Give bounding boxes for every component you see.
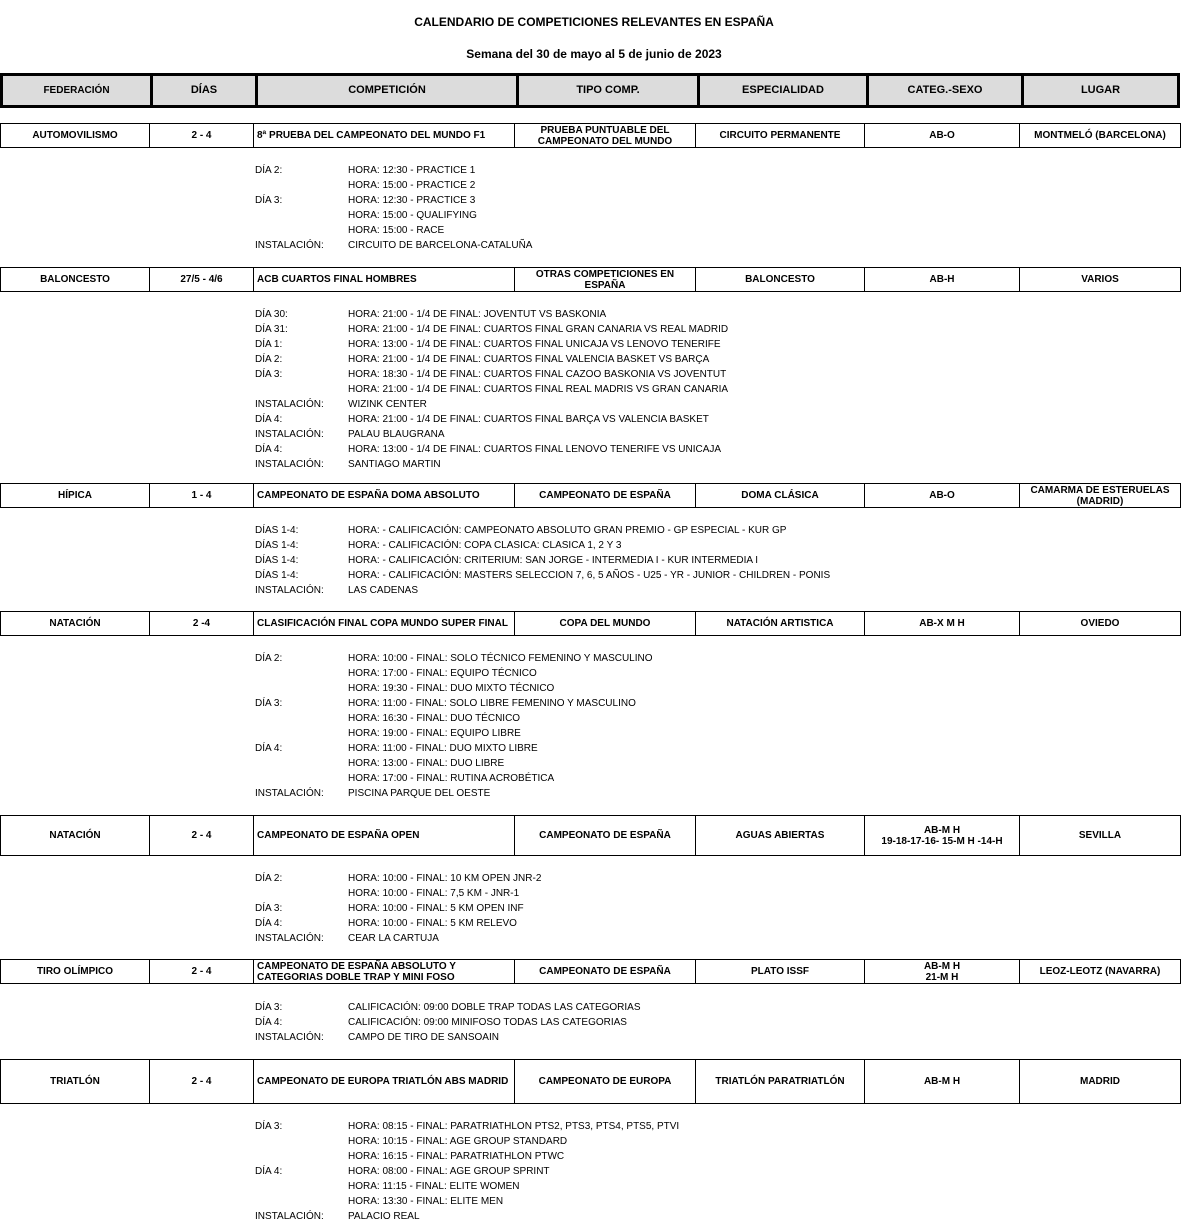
detail-label: DÍAS 1-4:	[255, 525, 299, 536]
detail-value: HORA: 18:30 - 1/4 DE FINAL: CUARTOS FINAL CAZOO BASKONIA VS JOVENTUT	[348, 369, 727, 380]
detail-value: HORA: 17:00 - FINAL: EQUIPO TÉCNICO	[348, 668, 537, 679]
detail-value: LAS CADENAS	[348, 585, 419, 596]
detail-label: DÍA 2:	[255, 873, 283, 884]
detail-value: PISCINA PARQUE DEL OESTE	[348, 788, 491, 799]
detail-value: HORA: 08:00 - FINAL: AGE GROUP SPRINT	[348, 1166, 550, 1177]
cell-categ: AB-H	[864, 268, 1019, 291]
cell-lugar: OVIEDO	[1019, 612, 1180, 635]
detail-label: INSTALACIÓN:	[255, 1032, 324, 1043]
cell-especialidad: TRIATLÓN PARATRIATLÓN	[695, 1060, 864, 1103]
cell-lugar: MADRID	[1019, 1060, 1180, 1103]
cell-tipo: COPA DEL MUNDO	[514, 612, 695, 635]
detail-value: HORA: 21:00 - 1/4 DE FINAL: CUARTOS FINAL REAL MADRIS VS GRAN CANARIA	[348, 384, 729, 395]
header-categ: CATEG.-SEXO	[866, 76, 1021, 105]
cell-tipo: CAMPEONATO DE ESPAÑA	[514, 960, 695, 983]
detail-label: INSTALACIÓN:	[255, 1211, 324, 1222]
detail-label: DÍA 3:	[255, 698, 283, 709]
detail-label: DÍA 4:	[255, 743, 283, 754]
detail-label: INSTALACIÓN:	[255, 429, 324, 440]
document-title: CALENDARIO DE COMPETICIONES RELEVANTES EN ESPAÑA	[414, 15, 774, 29]
table-header	[0, 73, 1180, 108]
detail-value: HORA: 10:00 - FINAL: 7,5 KM - JNR-1	[348, 888, 520, 899]
detail-value: HORA: 17:00 - FINAL: RUTINA ACROBÉTICA	[348, 773, 555, 784]
cell-tipo: PRUEBA PUNTUABLE DEL CAMPEONATO DEL MUNDO	[514, 124, 695, 147]
cell-especialidad: AGUAS ABIERTAS	[695, 816, 864, 855]
cell-federacion: AUTOMOVILISMO	[32, 130, 118, 141]
detail-value: PALACIO REAL	[348, 1211, 420, 1222]
cell-competicion: ACB CUARTOS FINAL HOMBRES	[253, 268, 514, 291]
cell-dias: 2 -4	[149, 612, 253, 635]
detail-value: HORA: 21:00 - 1/4 DE FINAL: CUARTOS FINAL GRAN CANARIA VS REAL MADRID	[348, 324, 729, 335]
cell-especialidad: BALONCESTO	[695, 268, 864, 291]
header-competicion: COMPETICIÓN	[255, 76, 516, 105]
detail-value: HORA: 15:00 - RACE	[348, 225, 445, 236]
event-row	[0, 267, 1181, 292]
detail-value: HORA: 10:00 - FINAL: 5 KM OPEN INF	[348, 903, 524, 914]
detail-value: HORA: 15:00 - PRACTICE 2	[348, 180, 476, 191]
cell-lugar: MONTMELÓ (BARCELONA)	[1019, 124, 1180, 147]
cell-especialidad: NATACIÓN ARTISTICA	[695, 612, 864, 635]
cell-categ: AB-M H	[864, 1060, 1019, 1103]
cell-categ: AB-X M H	[864, 612, 1019, 635]
cell-dias: 27/5 - 4/6	[149, 268, 253, 291]
detail-label: DÍA 4:	[255, 1017, 283, 1028]
cell-federacion: TIRO OLÍMPICO	[36, 966, 114, 977]
detail-label: DÍA 3:	[255, 195, 283, 206]
detail-value: CALIFICACIÓN: 09:00 DOBLE TRAP TODAS LAS CATEGORIAS	[348, 1002, 641, 1013]
detail-label: DÍA 3:	[255, 1002, 283, 1013]
detail-label: DÍA 1:	[255, 339, 283, 350]
detail-value: HORA: 12:30 - PRACTICE 1	[348, 165, 476, 176]
detail-label: INSTALACIÓN:	[255, 399, 324, 410]
detail-value: HORA: - CALIFICACIÓN: CRITERIUM: SAN JORGE - INTERMEDIA I - KUR INTERMEDIA I	[348, 555, 759, 566]
categ-line-2: 21-M H	[925, 971, 959, 983]
cell-dias: 2 - 4	[149, 1060, 253, 1103]
detail-label: INSTALACIÓN:	[255, 459, 324, 470]
detail-value: CEAR LA CARTUJA	[348, 933, 439, 944]
cell-lugar: VARIOS	[1019, 268, 1180, 291]
header-lugar: LUGAR	[1021, 76, 1177, 105]
detail-value: HORA: - CALIFICACIÓN: CAMPEONATO ABSOLUTO GRAN PREMIO - GP ESPECIAL - KUR GP	[348, 525, 787, 536]
detail-value: CALIFICACIÓN: 09:00 MINIFOSO TODAS LAS CATEGORIAS	[348, 1017, 627, 1028]
detail-value: HORA: 13:30 - FINAL: ELITE MEN	[348, 1196, 504, 1207]
cell-lugar: SEVILLA	[1019, 816, 1180, 855]
detail-label: INSTALACIÓN:	[255, 240, 324, 251]
detail-value: CIRCUITO DE BARCELONA-CATALUÑA	[348, 240, 533, 251]
detail-value: HORA: 15:00 - QUALIFYING	[348, 210, 477, 221]
detail-value: HORA: 13:00 - 1/4 DE FINAL: CUARTOS FINAL LENOVO TENERIFE VS UNICAJA	[348, 444, 722, 455]
detail-label: DÍA 4:	[255, 918, 283, 929]
detail-value: PALAU BLAUGRANA	[348, 429, 445, 440]
detail-value: HORA: 10:00 - FINAL: 10 KM OPEN JNR-2	[348, 873, 542, 884]
detail-label: INSTALACIÓN:	[255, 933, 324, 944]
detail-label: DÍA 4:	[255, 444, 283, 455]
cell-competicion: CAMPEONATO DE ESPAÑA DOMA ABSOLUTO	[253, 484, 514, 507]
cell-tipo: OTRAS COMPETICIONES EN ESPAÑA	[514, 268, 695, 291]
cell-competicion: CAMPEONATO DE ESPAÑA ABSOLUTO Y CATEGORIAS DOBLE TRAP Y MINI FOSO	[253, 960, 514, 983]
cell-competicion: 8ª PRUEBA DEL CAMPEONATO DEL MUNDO F1	[253, 124, 514, 147]
event-row	[0, 611, 1181, 636]
detail-value: CAMPO DE TIRO DE SANSOAIN	[348, 1032, 499, 1043]
detail-value: HORA: 21:00 - 1/4 DE FINAL: CUARTOS FINAL BARÇA VS VALENCIA BASKET	[348, 414, 709, 425]
detail-value: HORA: 11:00 - FINAL: SOLO LIBRE FEMENINO Y MASCULINO	[348, 698, 636, 709]
detail-value: HORA: 21:00 - 1/4 DE FINAL: JOVENTUT VS BASKONIA	[348, 309, 607, 320]
cell-dias: 2 - 4	[149, 816, 253, 855]
detail-label: DÍA 2:	[255, 653, 283, 664]
detail-label: DÍAS 1-4:	[255, 570, 299, 581]
cell-especialidad: CIRCUITO PERMANENTE	[695, 124, 864, 147]
categ-line-1: AB-M H	[923, 824, 961, 836]
detail-label: DÍAS 1-4:	[255, 555, 299, 566]
detail-value: HORA: 11:00 - FINAL: DUO MIXTO LIBRE	[348, 743, 538, 754]
cell-dias: 2 - 4	[149, 124, 253, 147]
detail-label: DÍA 31:	[255, 324, 288, 335]
cell-tipo: CAMPEONATO DE ESPAÑA	[514, 816, 695, 855]
cell-federacion: TRIATLÓN	[50, 1076, 100, 1087]
cell-lugar: CAMARMA DE ESTERUELAS (MADRID)	[1019, 484, 1180, 507]
cell-tipo: CAMPEONATO DE ESPAÑA	[514, 484, 695, 507]
detail-label: DÍA 3:	[255, 903, 283, 914]
cell-dias: 1 - 4	[149, 484, 253, 507]
cell-lugar: LEOZ-LEOTZ (NAVARRA)	[1019, 960, 1180, 983]
detail-value: HORA: 21:00 - 1/4 DE FINAL: CUARTOS FINAL VALENCIA BASKET VS BARÇA	[348, 354, 710, 365]
detail-value: WIZINK CENTER	[348, 399, 427, 410]
cell-categ	[864, 816, 1019, 855]
detail-value: HORA: 12:30 - PRACTICE 3	[348, 195, 476, 206]
detail-value: HORA: 19:30 - FINAL: DUO MIXTO TÉCNICO	[348, 683, 555, 694]
cell-tipo: CAMPEONATO DE EUROPA	[514, 1060, 695, 1103]
cell-categ	[864, 960, 1019, 983]
cell-dias: 2 - 4	[149, 960, 253, 983]
cell-federacion: NATACIÓN	[49, 618, 101, 629]
detail-label: DÍA 3:	[255, 1121, 283, 1132]
cell-competicion: CAMPEONATO DE EUROPA TRIATLÓN ABS MADRID	[253, 1060, 514, 1103]
detail-value: HORA: 13:00 - FINAL: DUO LIBRE	[348, 758, 505, 769]
cell-federacion: NATACIÓN	[49, 830, 101, 841]
header-federacion: FEDERACIÓN	[43, 85, 110, 96]
detail-value: HORA: 10:15 - FINAL: AGE GROUP STANDARD	[348, 1136, 568, 1147]
detail-value: HORA: 19:00 - FINAL: EQUIPO LIBRE	[348, 728, 521, 739]
header-tipo: TIPO COMP.	[516, 76, 697, 105]
detail-value: SANTIAGO MARTIN	[348, 459, 441, 470]
cell-categ: AB-O	[864, 124, 1019, 147]
event-row	[0, 483, 1181, 508]
detail-label: DÍA 30:	[255, 309, 288, 320]
detail-value: HORA: 10:00 - FINAL: 5 KM RELEVO	[348, 918, 517, 929]
cell-competicion: CAMPEONATO DE ESPAÑA OPEN	[253, 816, 514, 855]
cell-federacion: HÍPICA	[58, 490, 92, 501]
header-especialidad: ESPECIALIDAD	[697, 76, 866, 105]
categ-line-1: AB-M H	[923, 960, 961, 972]
event-row	[0, 123, 1181, 148]
detail-label: DÍA 4:	[255, 1166, 283, 1177]
detail-label: INSTALACIÓN:	[255, 585, 324, 596]
detail-label: DÍA 2:	[255, 165, 283, 176]
event-row	[0, 1059, 1181, 1104]
categ-line-2: 19-18-17-16- 15-M H -14-H	[881, 835, 1003, 847]
detail-value: HORA: 08:15 - FINAL: PARATRIATHLON PTS2, PTS3, PTS4, PTS5, PTVI	[348, 1121, 680, 1132]
header-dias: DÍAS	[150, 76, 255, 105]
event-row	[0, 959, 1181, 984]
detail-value: HORA: 13:00 - 1/4 DE FINAL: CUARTOS FINAL UNICAJA VS LENOVO TENERIFE	[348, 339, 721, 350]
cell-federacion: BALONCESTO	[40, 274, 110, 285]
detail-value: HORA: 16:30 - FINAL: DUO TÉCNICO	[348, 713, 521, 724]
detail-value: HORA: 11:15 - FINAL: ELITE WOMEN	[348, 1181, 520, 1192]
detail-value: HORA: 10:00 - FINAL: SOLO TÉCNICO FEMENINO Y MASCULINO	[348, 653, 653, 664]
detail-label: DÍA 4:	[255, 414, 283, 425]
detail-label: DÍA 2:	[255, 354, 283, 365]
cell-categ: AB-O	[864, 484, 1019, 507]
detail-label: INSTALACIÓN:	[255, 788, 324, 799]
cell-competicion: CLASIFICACIÓN FINAL COPA MUNDO SUPER FINAL	[253, 612, 514, 635]
detail-label: DÍA 3:	[255, 369, 283, 380]
document-subtitle: Semana del 30 de mayo al 5 de junio de 2023	[466, 47, 722, 61]
detail-label: DÍAS 1-4:	[255, 540, 299, 551]
cell-especialidad: PLATO ISSF	[695, 960, 864, 983]
detail-value: HORA: - CALIFICACIÓN: MASTERS SELECCION 7, 6, 5 AÑOS - U25 - YR - JUNIOR - CHILDREN - PONIS	[348, 570, 831, 581]
detail-value: HORA: 16:15 - FINAL: PARATRIATHLON PTWC	[348, 1151, 565, 1162]
event-row	[0, 815, 1181, 856]
detail-value: HORA: - CALIFICACIÓN: COPA CLASICA: CLASICA 1, 2 Y 3	[348, 540, 622, 551]
cell-especialidad: DOMA CLÁSICA	[695, 484, 864, 507]
